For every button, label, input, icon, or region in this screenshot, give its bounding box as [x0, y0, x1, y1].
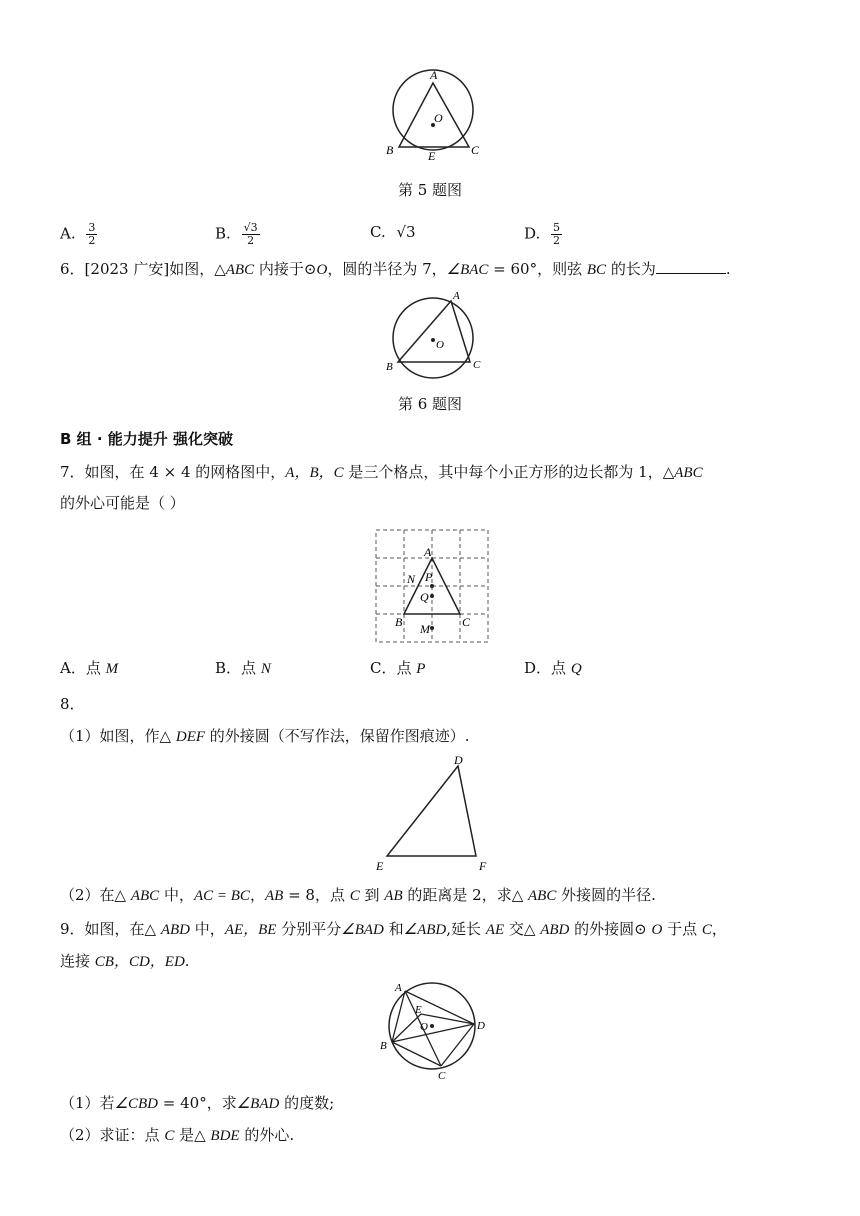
q8-number: 8． — [60, 695, 85, 713]
q5-option-b-fraction: $\frac{√3}{2}$ — [243, 221, 258, 247]
q5-option-c[interactable] — [370, 222, 416, 242]
fig6-label-o: O — [436, 339, 444, 351]
q5-option-b-label: B. — [215, 224, 231, 243]
figure-6 — [383, 286, 488, 386]
figure-7 — [370, 525, 495, 647]
fig8-label-d: D — [454, 753, 463, 767]
fig9-label-d: D — [477, 1020, 485, 1032]
fig8-label-f: F — [479, 859, 487, 872]
fig7-label-b: B — [395, 615, 403, 629]
figure-9 — [374, 977, 494, 1085]
q5-option-a-fraction: $\frac{3}{2}$ — [88, 221, 96, 247]
fig5-label-c: C — [471, 143, 480, 157]
fig7-point-m — [430, 626, 434, 630]
fig9-label-c: C — [438, 1070, 446, 1082]
fig9-label-o: O — [420, 1021, 428, 1033]
q7-option-a[interactable]: A．点 M — [60, 659, 119, 677]
fig7-label-p: P — [425, 570, 433, 584]
q7-line2: 的外心可能是（ ） — [60, 494, 185, 512]
fig7-label-n: N — [407, 572, 416, 586]
q9-line1: 9．如图，在△ ABD 中，AE，BE 分别平分∠BAD 和∠ABD,延长 AE 交△ ABD 的外接圆⊙ O 于点 C， — [60, 920, 727, 938]
fig9-center-dot — [430, 1024, 434, 1028]
fig9-label-a: A — [395, 982, 402, 994]
fig5-label-o: O — [434, 111, 443, 125]
q8-part1: （1）如图，作△ DEF 的外接圆（不写作法，保留作图痕迹）. — [60, 727, 470, 745]
q6-text: 6．[2023 广安]如图，△ABC 内接于⊙O，圆的半径为 7，∠BAC = 60°，则弦 BC 的长为 . — [60, 260, 731, 278]
fig9-lines — [392, 991, 474, 1066]
q5-option-a-label: A. — [60, 224, 76, 243]
fig9-label-b: B — [380, 1040, 387, 1052]
fig7-label-m: M — [420, 622, 430, 636]
q5-option-b[interactable] — [215, 222, 260, 247]
fig6-triangle — [398, 301, 470, 362]
fig6-center-dot — [431, 338, 435, 342]
fig9-label-e: E — [415, 1004, 422, 1016]
figure-8 — [372, 752, 497, 872]
fig8-label-e: E — [376, 859, 384, 872]
q9-line2: 连接 CB，CD，ED. — [60, 952, 190, 970]
q9-part1: （1）若∠CBD = 40°，求∠BAD 的度数; — [60, 1094, 335, 1112]
fig6-label-b: B — [386, 361, 393, 373]
q7-option-c[interactable]: C．点 P — [370, 659, 426, 677]
fig7-label-a: A — [424, 545, 432, 559]
q8-part2: （2）在△ ABC 中，AC = BC，AB = 8，点 C 到 AB 的距离是 2，求△ ABC 外接圆的半径. — [60, 886, 656, 904]
q5-option-c-label: C. — [370, 223, 386, 241]
q7-line1: 7．如图，在 4 × 4 的网格图中，A，B，C 是三个格点，其中每个小正方形的边长都为 1，△ABC — [60, 463, 703, 481]
figure-5 — [385, 68, 485, 168]
q5-option-a[interactable] — [60, 222, 97, 247]
fig6-caption: 第 6 题图 — [397, 395, 463, 413]
fig5-caption: 第 5 题图 — [397, 181, 463, 199]
fig7-label-c: C — [462, 615, 471, 629]
q5-option-c-value: √3 — [396, 223, 416, 241]
q9-part2: （2）求证：点 C 是△ BDE 的外心. — [60, 1126, 295, 1144]
fig8-triangle — [387, 766, 476, 856]
q6-answer-blank[interactable] — [656, 259, 726, 274]
q5-option-d-label: D. — [524, 224, 541, 243]
section-b-heading: B 组 · 能力提升 强化突破 — [60, 430, 234, 448]
fig6-label-c: C — [473, 359, 481, 371]
fig5-label-a: A — [430, 68, 438, 82]
q7-option-d[interactable]: D．点 Q — [524, 659, 582, 677]
fig5-label-e: E — [428, 149, 436, 163]
fig6-label-a: A — [453, 290, 460, 302]
fig7-point-p — [430, 584, 434, 588]
fig7-label-q: Q — [420, 590, 429, 604]
q5-option-d[interactable] — [524, 222, 562, 247]
fig5-label-b: B — [386, 143, 394, 157]
q5-option-d-fraction: $\frac{5}{2}$ — [553, 221, 561, 247]
q7-option-b[interactable]: B．点 N — [215, 659, 271, 677]
fig7-point-q — [430, 594, 434, 598]
